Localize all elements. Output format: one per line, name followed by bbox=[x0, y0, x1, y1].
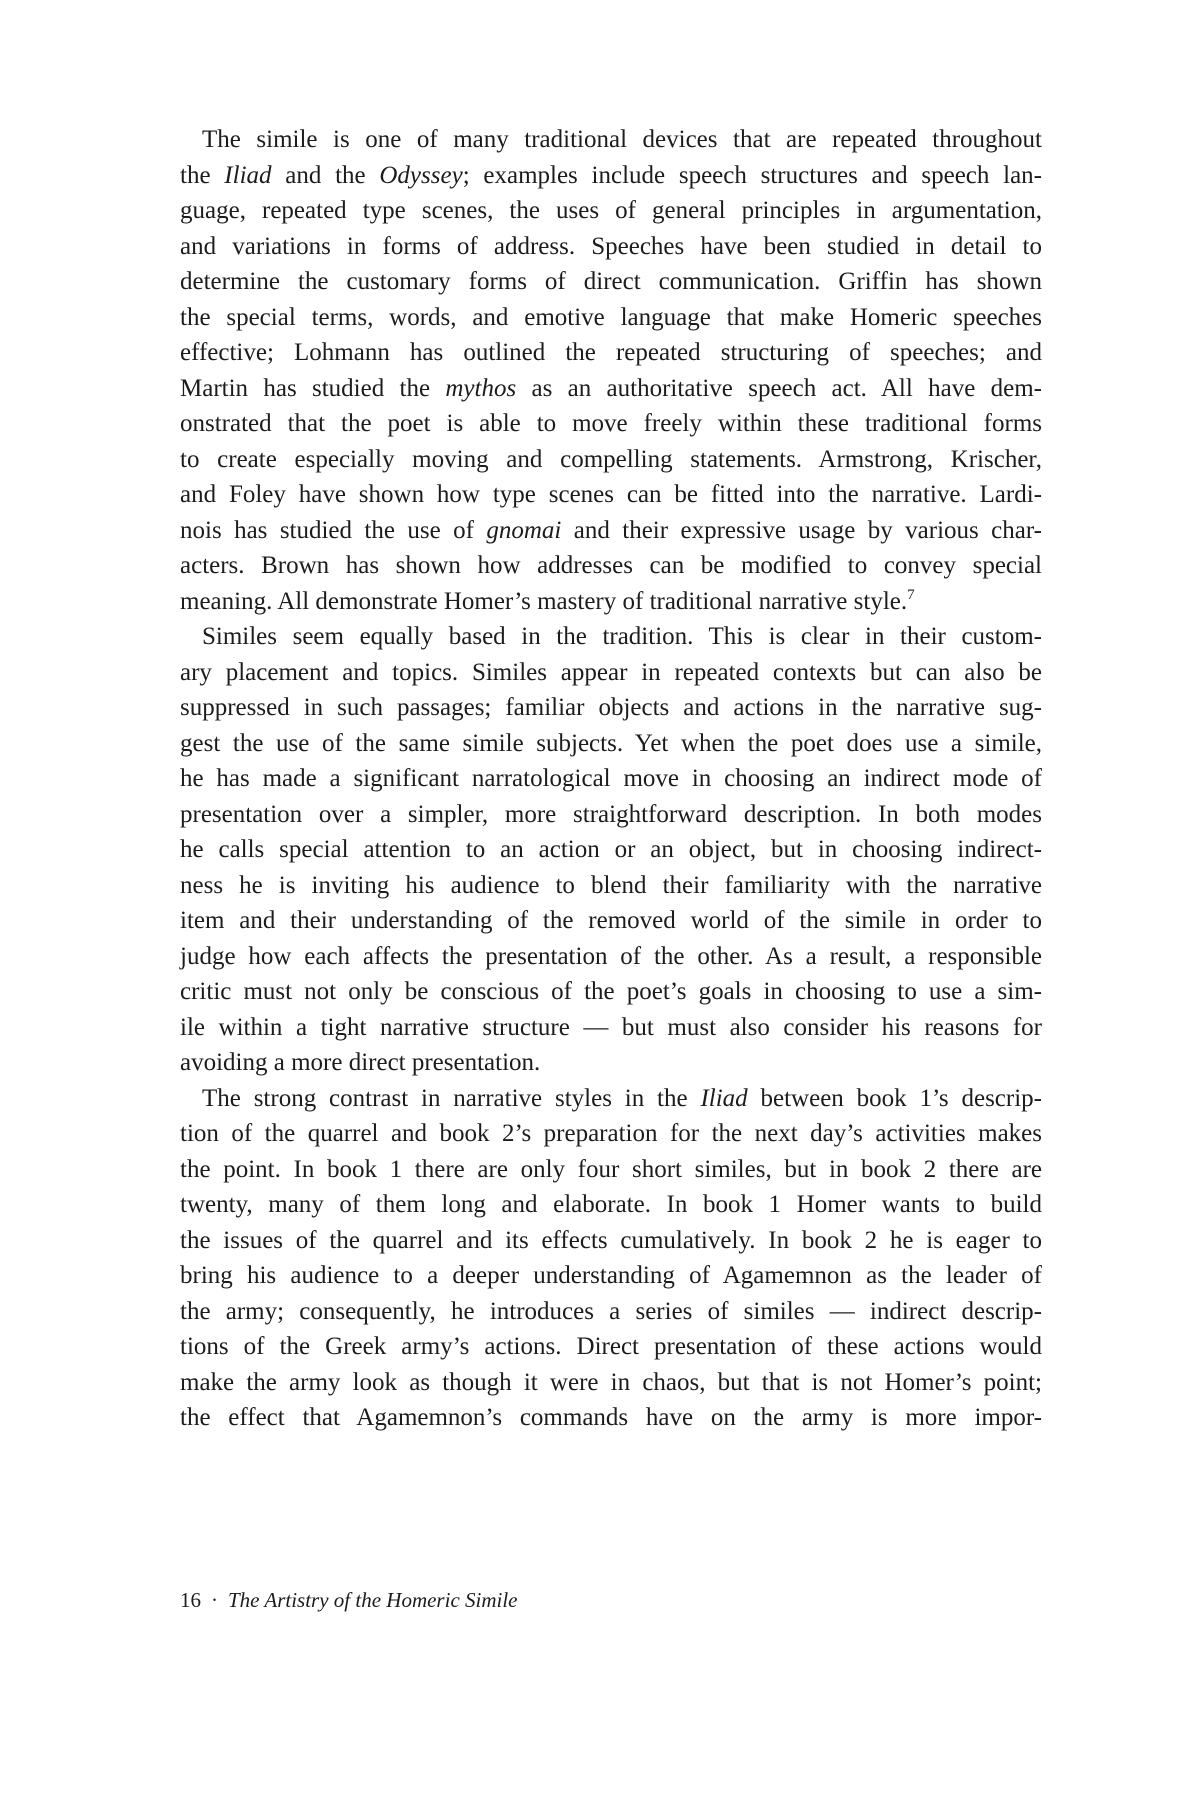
text-line: onstrated that the poet is able to move freely within these traditional forms bbox=[180, 410, 1042, 437]
page-footer bbox=[180, 1588, 518, 1613]
text-line: bring his audience to a deeper understanding of Agamemnon as the leader of bbox=[180, 1262, 1042, 1289]
footer-separator: · bbox=[211, 1588, 218, 1612]
text-line: guage, repeated type scenes, the uses of general principles in argumentation, bbox=[180, 197, 1042, 224]
text-line: presentation over a simpler, more straightforward description. In both modes bbox=[180, 800, 1042, 828]
text-line: make the army look as though it were in chaos, but that is not Homer’s point; bbox=[180, 1368, 1042, 1396]
text-line: the point. In book 1 there are only four short similes, but in book 2 there are bbox=[180, 1155, 1042, 1183]
paragraph bbox=[180, 122, 1042, 619]
text-line: Similes seem equally based in the tradition. This is clear in their custom- bbox=[202, 623, 1042, 650]
text-line: Martin has studied the mythos as an authoritative speech act. All have dem- bbox=[180, 374, 1042, 402]
text-line: twenty, many of them long and elaborate. In book 1 Homer wants to build bbox=[180, 1191, 1042, 1218]
text-line: the army; consequently, he introduces a series of similes — indirect descrip- bbox=[180, 1297, 1042, 1325]
text-line: critic must not only be conscious of the poet’s goals in choosing to use a sim- bbox=[180, 978, 1042, 1005]
text-line: and Foley have shown how type scenes can be fitted into the narrative. Lardi- bbox=[180, 481, 1042, 508]
text-line: tions of the Greek army’s actions. Direct presentation of these actions would bbox=[180, 1333, 1042, 1360]
italic-term: mythos bbox=[445, 374, 517, 402]
italic-term: Iliad bbox=[700, 1084, 748, 1112]
text-line: item and their understanding of the removed world of the simile in order to bbox=[180, 907, 1042, 934]
text-line: he calls special attention to an action or an object, but in choosing indirect- bbox=[180, 836, 1042, 863]
text-line: judge how each affects the presentation of the other. As a result, a responsible bbox=[180, 942, 1042, 970]
text-line: meaning. All demonstrate Homer’s mastery of traditional narrative style.$^7$ bbox=[180, 586, 915, 615]
text-line: and variations in forms of address. Speeches have been studied in detail to bbox=[180, 232, 1042, 260]
text-line: gest the use of the same simile subjects. Yet when the poet does use a simile, bbox=[180, 729, 1042, 757]
italic-term: Odyssey bbox=[379, 161, 463, 189]
page-body bbox=[180, 122, 1042, 1436]
paragraph bbox=[180, 1081, 1042, 1436]
text-line: effective; Lohmann has outlined the repeated structuring of speeches; and bbox=[180, 339, 1042, 366]
text-line: tion of the quarrel and book 2’s preparation for the next day’s activities makes bbox=[180, 1120, 1042, 1147]
text-line: to create especially moving and compelling statements. Armstrong, Krischer, bbox=[180, 445, 1042, 473]
text-line: The strong contrast in narrative styles in the Iliad between book 1’s descrip- bbox=[202, 1084, 1042, 1112]
text-line: ary placement and topics. Similes appear in repeated contexts but can also be bbox=[180, 658, 1042, 686]
text-line: the effect that Agamemnon’s commands have on the army is more impor- bbox=[180, 1404, 1042, 1431]
text-line: the Iliad and the Odyssey; examples include speech structures and speech lan- bbox=[180, 161, 1042, 189]
running-title: The Artistry of the Homeric Simile bbox=[228, 1588, 518, 1612]
page-number: 16 bbox=[180, 1588, 201, 1612]
text-line: the issues of the quarrel and its effects cumulatively. In book 2 he is eager to bbox=[180, 1226, 1042, 1254]
italic-term: gnomai bbox=[486, 516, 562, 544]
text-line: determine the customary forms of direct communication. Griffin has shown bbox=[180, 268, 1042, 295]
text-line: he has made a significant narratological move in choosing an indirect mode of bbox=[180, 765, 1042, 792]
text-line: The simile is one of many traditional devices that are repeated throughout bbox=[202, 126, 1042, 153]
footnote-marker[interactable]: 7 bbox=[907, 586, 915, 603]
text-line: ness he is inviting his audience to blend their familiarity with the narrative bbox=[180, 871, 1042, 899]
text-line: avoiding a more direct presentation. bbox=[180, 1049, 541, 1076]
text-line: nois has studied the use of gnomai and their expressive usage by various char- bbox=[180, 516, 1042, 544]
text-line: the special terms, words, and emotive language that make Homeric speeches bbox=[180, 303, 1042, 331]
italic-term: Iliad bbox=[224, 161, 272, 189]
text-line: ile within a tight narrative structure — but must also consider his reasons for bbox=[180, 1013, 1042, 1041]
text-line: acters. Brown has shown how addresses can be modified to convey special bbox=[180, 552, 1042, 579]
text-line: suppressed in such passages; familiar objects and actions in the narrative sug- bbox=[180, 694, 1042, 721]
paragraph bbox=[180, 619, 1042, 1081]
